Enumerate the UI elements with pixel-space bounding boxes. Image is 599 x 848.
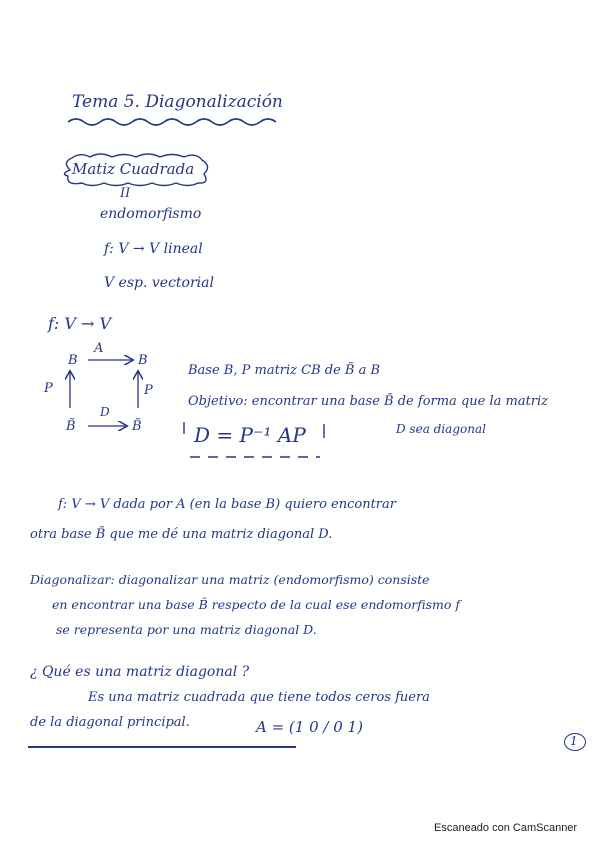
answer-line: Es una matriz cuadrada que tiene todos ceros fuera — [88, 690, 430, 705]
diagram-bottom-arrow-label: D — [100, 405, 110, 419]
matrix-example: A = (1 0 / 0 1) — [256, 718, 363, 736]
answer-line: de la diagonal principal. — [30, 715, 190, 730]
vector-space-line: V esp. vectorial — [104, 275, 214, 291]
title-wavy-underline — [66, 116, 286, 130]
base-text: Base B, P matriz CB de B̃ a B — [188, 363, 381, 378]
paragraph-line: f: V → V dada por A (en la base B) quiero encontrar — [58, 497, 396, 512]
diagram-bottom-left: B̃ — [66, 419, 76, 434]
map-label: f: V → V — [48, 314, 112, 333]
paragraph-line: otra base B̃ que me dé una matriz diagonal D. — [30, 527, 333, 542]
page-title: Tema 5. Diagonalización — [72, 92, 283, 112]
question-line: ¿ Qué es una matriz diagonal ? — [30, 664, 250, 680]
definition-line: Diagonalizar: diagonalizar una matriz (endomorfismo) consiste — [30, 572, 430, 587]
formula: D = P⁻¹ AP — [194, 423, 306, 447]
scanner-watermark: Escaneado con CamScanner — [434, 822, 578, 834]
endomorfismo-line: endomorfismo — [100, 206, 202, 222]
diagram-top-right: B — [138, 353, 148, 368]
lineal-map-line: f: V → V lineal — [104, 241, 203, 257]
equals-mark: II — [120, 186, 131, 201]
diagram-bottom-right: B̃ — [132, 419, 142, 434]
diagram-right-arrow-label: P — [144, 383, 153, 398]
cloud-frame — [60, 152, 212, 188]
objective-text: Objetivo: encontrar una base B̃ de forma que la matriz — [188, 394, 549, 409]
page-number: 1 — [570, 734, 578, 748]
definition-line: se representa por una matriz diagonal D. — [56, 622, 317, 637]
definition-line: en encontrar una base B̃ respecto de la cual ese endomorfismo f — [52, 597, 460, 612]
diagram-top-left: B — [68, 353, 78, 368]
commutative-diagram — [40, 338, 180, 438]
section-underline — [28, 746, 296, 748]
diagram-left-arrow-label: P — [44, 381, 53, 396]
diagram-top-arrow-label: A — [94, 341, 104, 356]
d-sea-diagonal: D sea diagonal — [396, 422, 486, 436]
cloud-label: Matiz Cuadrada — [72, 160, 195, 178]
